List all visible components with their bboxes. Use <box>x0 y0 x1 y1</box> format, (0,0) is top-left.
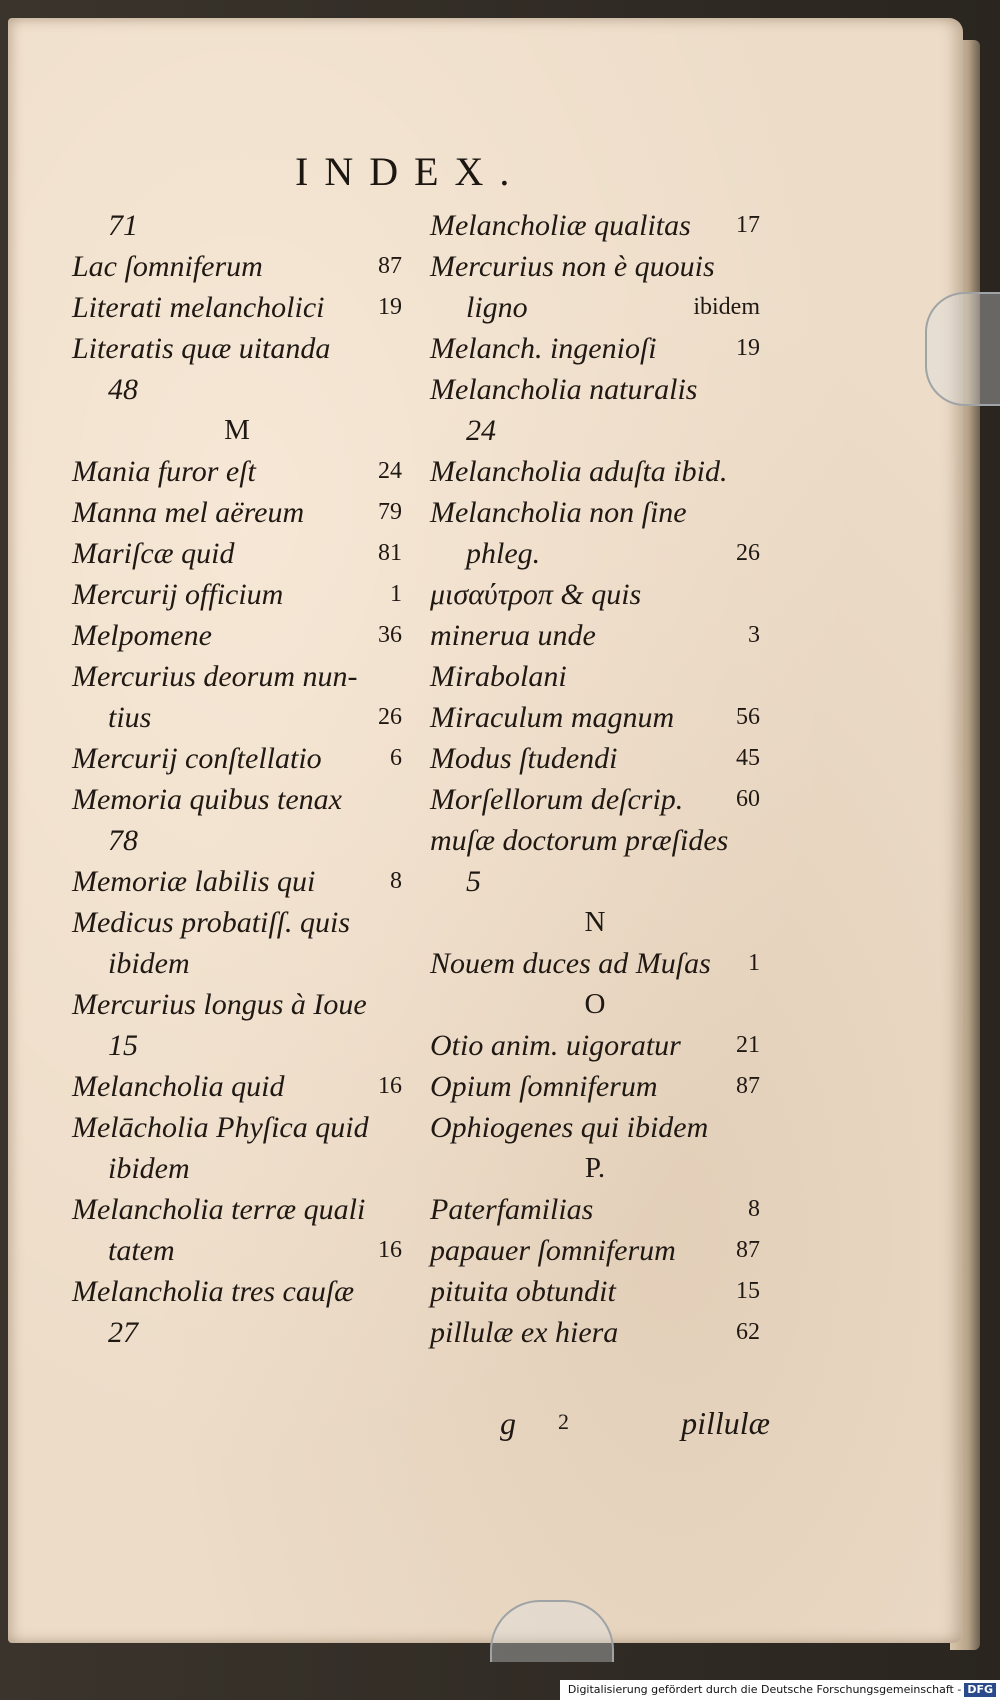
index-entry <box>72 738 402 779</box>
entry-page-number: 87 <box>378 253 402 279</box>
entry-term: Melancholia naturalis <box>430 373 698 406</box>
entry-term: Melpomene <box>72 619 212 652</box>
entry-term: ibidem <box>108 1152 190 1185</box>
entry-term: 5 <box>466 865 481 898</box>
entry-term: Melancholia tres cauſæ <box>72 1275 355 1308</box>
entry-term: Miraculum magnum <box>430 701 675 734</box>
entry-term: muſæ doctorum præſides <box>430 824 729 857</box>
entry-term: Melancholia quid <box>72 1070 285 1103</box>
entry-term: Otio anim. uigoratur <box>430 1029 681 1062</box>
entry-page-number: 17 <box>736 212 760 238</box>
index-entry <box>430 1312 760 1353</box>
entry-term: Melancholia aduſta ibid. <box>430 455 728 488</box>
index-entry <box>430 1066 760 1107</box>
index-entry <box>72 451 402 492</box>
section-letter: M <box>224 414 250 446</box>
footer-text: Digitalisierung gefördert durch die Deutsche Forschungsgemeinschaft - <box>567 1683 962 1696</box>
index-entry <box>72 369 402 410</box>
catchword: pillulæ <box>681 1405 770 1441</box>
entry-term: Manna mel aëreum <box>72 496 305 529</box>
entry-term: Melancholiæ qualitas <box>430 209 691 242</box>
index-entry <box>430 779 760 820</box>
entry-term: pituita obtundit <box>430 1275 616 1308</box>
entry-term: Modus ſtudendi <box>430 742 618 775</box>
index-entry <box>430 410 760 451</box>
entry-page-number: 21 <box>736 1032 760 1058</box>
index-entry <box>72 246 402 287</box>
index-entry <box>430 328 760 369</box>
entry-page-number: 3 <box>748 622 760 648</box>
entry-term: 48 <box>108 373 138 406</box>
entry-page-number: 79 <box>378 499 402 525</box>
entry-page-number: 24 <box>378 458 402 484</box>
entry-term: tatem <box>108 1234 175 1267</box>
entry-term: papauer ſomniferum <box>430 1234 676 1267</box>
entry-page-number: 6 <box>390 745 402 771</box>
entry-term: 71 <box>108 209 138 242</box>
entry-term: Melancholia non ſine <box>430 496 687 529</box>
entry-page-number: 19 <box>378 294 402 320</box>
index-entry <box>430 861 760 902</box>
index-entry <box>72 1271 402 1312</box>
entry-term: phleg. <box>466 537 541 570</box>
index-entry <box>430 246 760 287</box>
index-entry <box>72 1189 402 1230</box>
index-entry <box>72 574 402 615</box>
entry-page-number: 62 <box>736 1319 760 1345</box>
index-entry <box>430 1189 760 1230</box>
entry-page-number: 60 <box>736 786 760 812</box>
entry-term: Literati melancholici <box>72 291 325 324</box>
entry-page-number: 8 <box>748 1196 760 1222</box>
entry-term: Lac ſomniferum <box>72 250 263 283</box>
entry-term: μισαύτροπ & quis <box>430 578 642 611</box>
dfg-logo: DFG <box>964 1683 996 1697</box>
index-entry <box>72 697 402 738</box>
entry-page-number: 1 <box>748 950 760 976</box>
running-head: INDEX. <box>295 149 526 194</box>
index-entry <box>430 369 760 410</box>
entry-page-number: 36 <box>378 622 402 648</box>
index-entry <box>430 1271 760 1312</box>
entry-page-number: 8 <box>390 868 402 894</box>
index-entry <box>72 1230 402 1271</box>
index-entry <box>72 1312 402 1353</box>
index-entry <box>430 738 760 779</box>
index-entry <box>430 1230 760 1271</box>
index-entry <box>72 656 402 697</box>
entry-term: 15 <box>108 1029 138 1062</box>
index-entry <box>430 574 760 615</box>
index-entry <box>72 1148 402 1189</box>
entry-term: Mercurij officium <box>72 578 284 611</box>
index-entry <box>72 943 402 984</box>
entry-term: Mercurius longus à Ioue <box>72 988 367 1021</box>
entry-term: pillulæ ex hiera <box>430 1316 619 1349</box>
entry-term: Mirabolani <box>430 660 567 693</box>
index-entry <box>72 287 402 328</box>
entry-term: Mariſcæ quid <box>72 537 235 570</box>
index-entry <box>72 820 402 861</box>
entry-page-number: 16 <box>378 1237 402 1263</box>
entry-term: Literatis quæ uitanda <box>72 332 331 365</box>
index-entry <box>430 492 760 533</box>
signature-mark: g <box>500 1405 516 1441</box>
entry-term: 24 <box>466 414 496 447</box>
index-entry <box>430 451 760 492</box>
index-entry <box>72 492 402 533</box>
index-entry <box>72 984 402 1025</box>
entry-term: Mercurius deorum nun- <box>72 660 358 693</box>
entry-term: Memoria quibus tenax <box>72 783 342 816</box>
index-entry <box>430 615 760 656</box>
page-clip-right <box>925 292 1000 406</box>
entry-page-number: ibidem <box>693 294 760 320</box>
index-entry <box>430 533 760 574</box>
entry-term: minerua unde <box>430 619 596 652</box>
entry-term: Mania furor eſt <box>72 455 256 488</box>
index-entry <box>72 615 402 656</box>
entry-term: Paterfamilias <box>430 1193 594 1226</box>
entry-page-number: 1 <box>390 581 402 607</box>
entry-page-number: 15 <box>736 1278 760 1304</box>
index-entry <box>430 1025 760 1066</box>
entry-term: Medicus probatiſſ. quis <box>72 906 351 939</box>
index-column-right <box>430 205 760 1353</box>
entry-term: 78 <box>108 824 138 857</box>
section-letter: P. <box>584 1152 606 1184</box>
index-entry <box>430 820 760 861</box>
index-entry <box>430 287 760 328</box>
index-column-left <box>72 205 402 1353</box>
signature-line <box>500 1405 770 1455</box>
section-letter: O <box>584 988 606 1020</box>
entry-term: Mercurij conſtellatio <box>72 742 322 775</box>
digitization-footer <box>560 1680 1000 1700</box>
index-entry <box>72 1066 402 1107</box>
entry-page-number: 16 <box>378 1073 402 1099</box>
section-letter: N <box>584 906 606 938</box>
entry-page-number: 56 <box>736 704 760 730</box>
entry-page-number: 19 <box>736 335 760 361</box>
entry-term: Morſellorum deſcrip. <box>430 783 684 816</box>
index-entry <box>72 205 402 246</box>
entry-page-number: 81 <box>378 540 402 566</box>
entry-page-number: 45 <box>736 745 760 771</box>
entry-term: Melancholia terræ quali <box>72 1193 366 1226</box>
index-entry <box>430 697 760 738</box>
index-entry <box>72 779 402 820</box>
signature-number: 2 <box>558 1409 569 1434</box>
entry-term: tius <box>108 701 152 734</box>
entry-term: Memoriæ labilis qui <box>72 865 316 898</box>
entry-term: Nouem duces ad Muſas <box>430 947 711 980</box>
entry-term: Mercurius non è quouis <box>430 250 715 283</box>
entry-term: Ophiogenes qui ibidem <box>430 1111 709 1144</box>
entry-page-number: 87 <box>736 1237 760 1263</box>
index-entry <box>430 656 760 697</box>
entry-term: Melācholia Phyſica quid <box>72 1111 369 1144</box>
entry-term: 27 <box>108 1316 138 1349</box>
index-entry <box>430 1107 760 1148</box>
index-entry <box>72 328 402 369</box>
index-entry <box>72 1107 402 1148</box>
index-entry <box>72 902 402 943</box>
index-entry <box>72 533 402 574</box>
entry-page-number: 26 <box>378 704 402 730</box>
index-entry <box>430 943 760 984</box>
entry-term: Opium ſomniferum <box>430 1070 658 1103</box>
entry-term: Melanch. ingenioſi <box>430 332 657 365</box>
entry-term: ligno <box>466 291 528 324</box>
entry-page-number: 26 <box>736 540 760 566</box>
entry-term: ibidem <box>108 947 190 980</box>
index-entry <box>430 205 760 246</box>
index-entry <box>72 861 402 902</box>
entry-page-number: 87 <box>736 1073 760 1099</box>
index-entry <box>72 1025 402 1066</box>
